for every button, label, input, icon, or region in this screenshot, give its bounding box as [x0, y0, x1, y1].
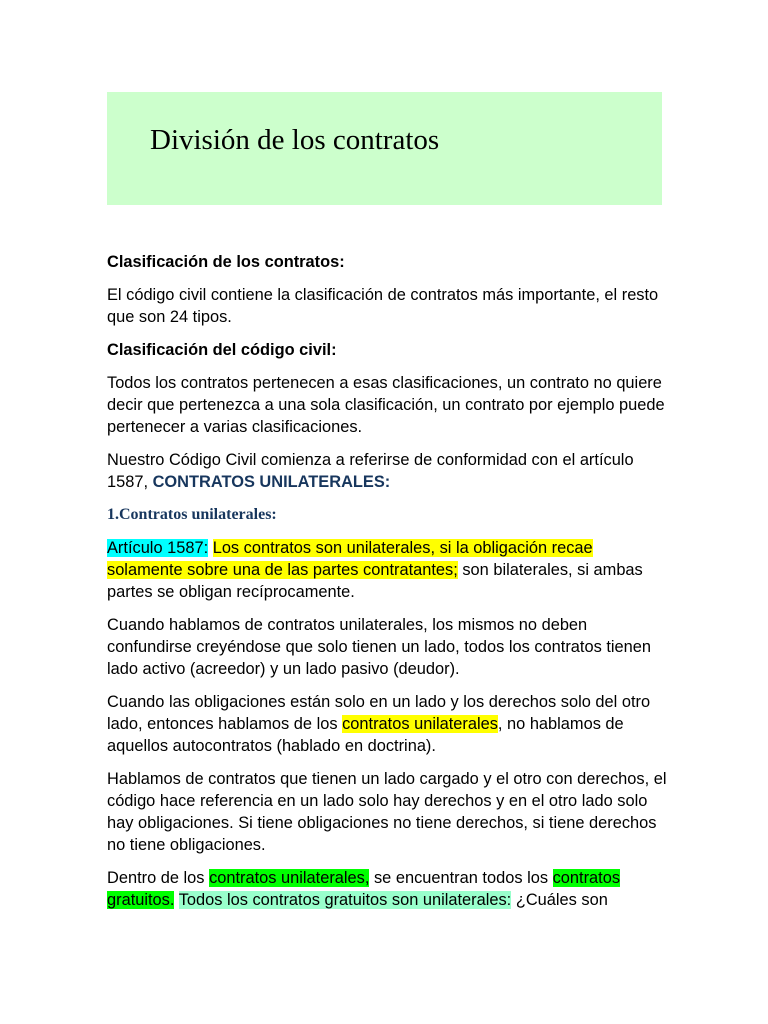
paragraph-8-highlight-3: Todos los contratos gratuitos son unilaterales: — [178, 891, 512, 909]
document-body — [107, 251, 667, 922]
paragraph-6-start: Cuando las obligaciones están solo en un lado y los derechos solo del otro lado, entonces hablamos de los — [107, 693, 651, 733]
page-title: División de los contratos — [150, 124, 440, 156]
paragraph-6-end: , no hablamos de aquellos autocontratos (hablado en doctrina). — [107, 715, 624, 755]
heading-clasificacion: Clasificación de los contratos: — [107, 253, 345, 271]
paragraph-8-highlight-2: contratos gratuitos. — [107, 869, 621, 909]
paragraph-8-end: ¿Cuáles son — [515, 891, 608, 909]
paragraph-8-mid: se encuentran todos los — [373, 869, 549, 887]
paragraph-2: Todos los contratos pertenecen a esas clasificaciones, un contrato no quiere decir que pertenezca a una sola clasificación, un contrato por ejemplo puede pertenecer a varias clasificaciones. — [107, 374, 665, 436]
paragraph-7: Hablamos de contratos que tienen un lado cargado y el otro con derechos, el código hace referencia en un lado solo hay derechos y en el otro lado solo hay obligaciones. Si tiene obligaciones no tiene derechos, si tiene derechos no tiene obligaciones. — [107, 770, 667, 854]
title-banner — [107, 92, 662, 205]
paragraph-4 — [107, 537, 667, 603]
heading-codigo-civil: Clasificación del código civil: — [107, 341, 337, 359]
paragraph-8-highlight-1: contratos unilaterales, — [209, 869, 370, 887]
paragraph-1: El código civil contiene la clasificación de contratos más importante, el resto que son 24 tipos. — [107, 286, 659, 326]
paragraph-6 — [107, 691, 667, 757]
article-highlight: Los contratos son unilaterales, si la obligación recae solamente sobre una de las partes contratantes; — [107, 539, 593, 579]
heading-contratos-unilaterales: 1.Contratos unilaterales: — [107, 506, 277, 523]
paragraph-8-start: Dentro de los — [107, 869, 205, 887]
paragraph-6-highlight: contratos unilaterales — [342, 715, 498, 733]
paragraph-3-text: Nuestro Código Civil comienza a referirse de conformidad con el artículo 1587, — [107, 451, 634, 491]
paragraph-8 — [107, 867, 667, 911]
document-page — [107, 92, 667, 909]
paragraph-3 — [107, 449, 667, 493]
article-rest: son bilaterales, si ambas partes se obligan recíprocamente. — [107, 561, 643, 601]
article-label: Artículo 1587: — [107, 539, 209, 557]
paragraph-5: Cuando hablamos de contratos unilaterales, los mismos no deben confundirse creyéndose que solo tienen un lado, todos los contratos tienen lado activo (acreedor) y un lado pasivo (deudor). — [107, 616, 651, 678]
paragraph-3-bold: CONTRATOS UNILATERALES: — [152, 473, 391, 491]
